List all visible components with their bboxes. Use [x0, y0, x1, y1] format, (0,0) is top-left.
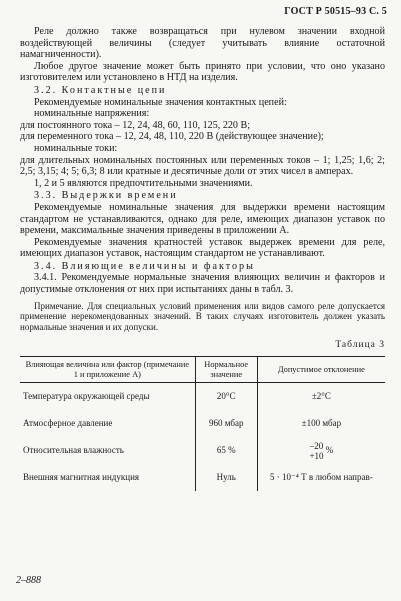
normal-value-cell: 960 мбар: [195, 410, 257, 437]
paragraph: Рекомендуемые номинальные значения контактных цепей:: [34, 96, 287, 108]
paragraph: для постоянного тока – 12, 24, 48, 60, 110, 125, 220 В;: [20, 119, 251, 131]
column-header: Допустимое отклонение: [257, 357, 385, 383]
document-body: [20, 26, 385, 491]
note: Примечание. Для специальных условий применения или видов самого реле допускается применение нерекомендованных значений. В таких случаях изготовитель должен указать нормальные значения и их допуски.: [20, 300, 385, 332]
paragraph: Реле должно также возвращаться при нулевом значении входной воздействующей величины (следует учитывать влияние остаточной намагниченности).: [20, 26, 385, 61]
factor-cell: Относительная влажность: [23, 444, 124, 455]
paragraph: номинальные напряжения:: [34, 108, 150, 120]
section-heading-3-4: 3.4. Влияющие величины и факторы: [34, 260, 255, 272]
factor-cell: Внешняя магнитная индукция: [23, 471, 140, 482]
deviation-upper: +10: [309, 450, 324, 461]
deviation-unit: %: [325, 444, 334, 455]
section-heading-3-2: 3.2. Контактные цепи: [34, 84, 167, 96]
normal-value-cell: Нуль: [195, 464, 257, 491]
paragraph: Рекомендуемые номинальные значения для выдержки времени настоящим стандартом не устанавливаются, однако для реле, имеющих диапазон уставок по времени, максимальные значения приведены в приложении А.: [20, 201, 385, 237]
page-header: ГОСТ Р 50515–93 С. 5: [284, 6, 387, 17]
paragraph: Рекомендуемые значения кратностей уставок выдержек времени для реле, имеющих диапазон уставок, настоящим стандартом не устанавливают.: [20, 236, 385, 260]
deviation-cell: ±100 мбар: [257, 410, 385, 437]
deviation-cell: 5 · 10⁻⁴ Т в любом направ-: [257, 464, 385, 491]
page-footer-mark: 2–888: [16, 575, 41, 586]
table-row: [20, 464, 385, 491]
deviation-cell: [257, 437, 385, 464]
normal-value-cell: 20°С: [195, 383, 257, 411]
deviation-cell: ±2°С: [257, 383, 385, 411]
paragraph: Любое другое значение может быть принято при условии, что оно указано изготовителем или установлено в НТД на изделия.: [20, 60, 385, 84]
paragraph: для длительных номинальных постоянных или переменных токов – 1; 1,25; 1,6; 2; 2,5; 3,15; 4; 5; 6,3; 8 или кратные и десятичные доли от этих чисел в амперах.: [20, 154, 385, 178]
table-header-row: [20, 357, 385, 383]
deviation-range: [309, 441, 323, 461]
table-row: [20, 437, 385, 464]
deviation-lower: –20: [309, 440, 324, 451]
paragraph: 3.4.1. Рекомендуемые нормальные значения влияющих величин и факторов и допустимые отклонения от них при испытаниях даны в табл. 3.: [20, 272, 385, 296]
section-heading-3-3: 3.3. Выдержки времени: [34, 190, 178, 202]
column-header: Влияющая величина или фактор (примечание 1 и приложение А): [25, 360, 190, 379]
normal-value-cell: 65 %: [195, 437, 257, 464]
paragraph: для переменного тока – 12, 24, 48, 110, 220 В (действующее значение);: [20, 131, 324, 143]
table-caption: Таблица 3: [335, 340, 385, 351]
paragraph: номинальные токи:: [34, 142, 118, 154]
table-row: [20, 383, 385, 411]
table-3: [20, 356, 385, 491]
table-row: [20, 410, 385, 437]
paragraph: 1, 2 и 5 являются предпочтительными значениями.: [34, 177, 253, 189]
column-header: Нормальное значение: [195, 357, 257, 383]
factor-cell: Атмосферное давление: [23, 417, 113, 428]
factor-cell: Температура окружающей среды: [23, 390, 150, 401]
